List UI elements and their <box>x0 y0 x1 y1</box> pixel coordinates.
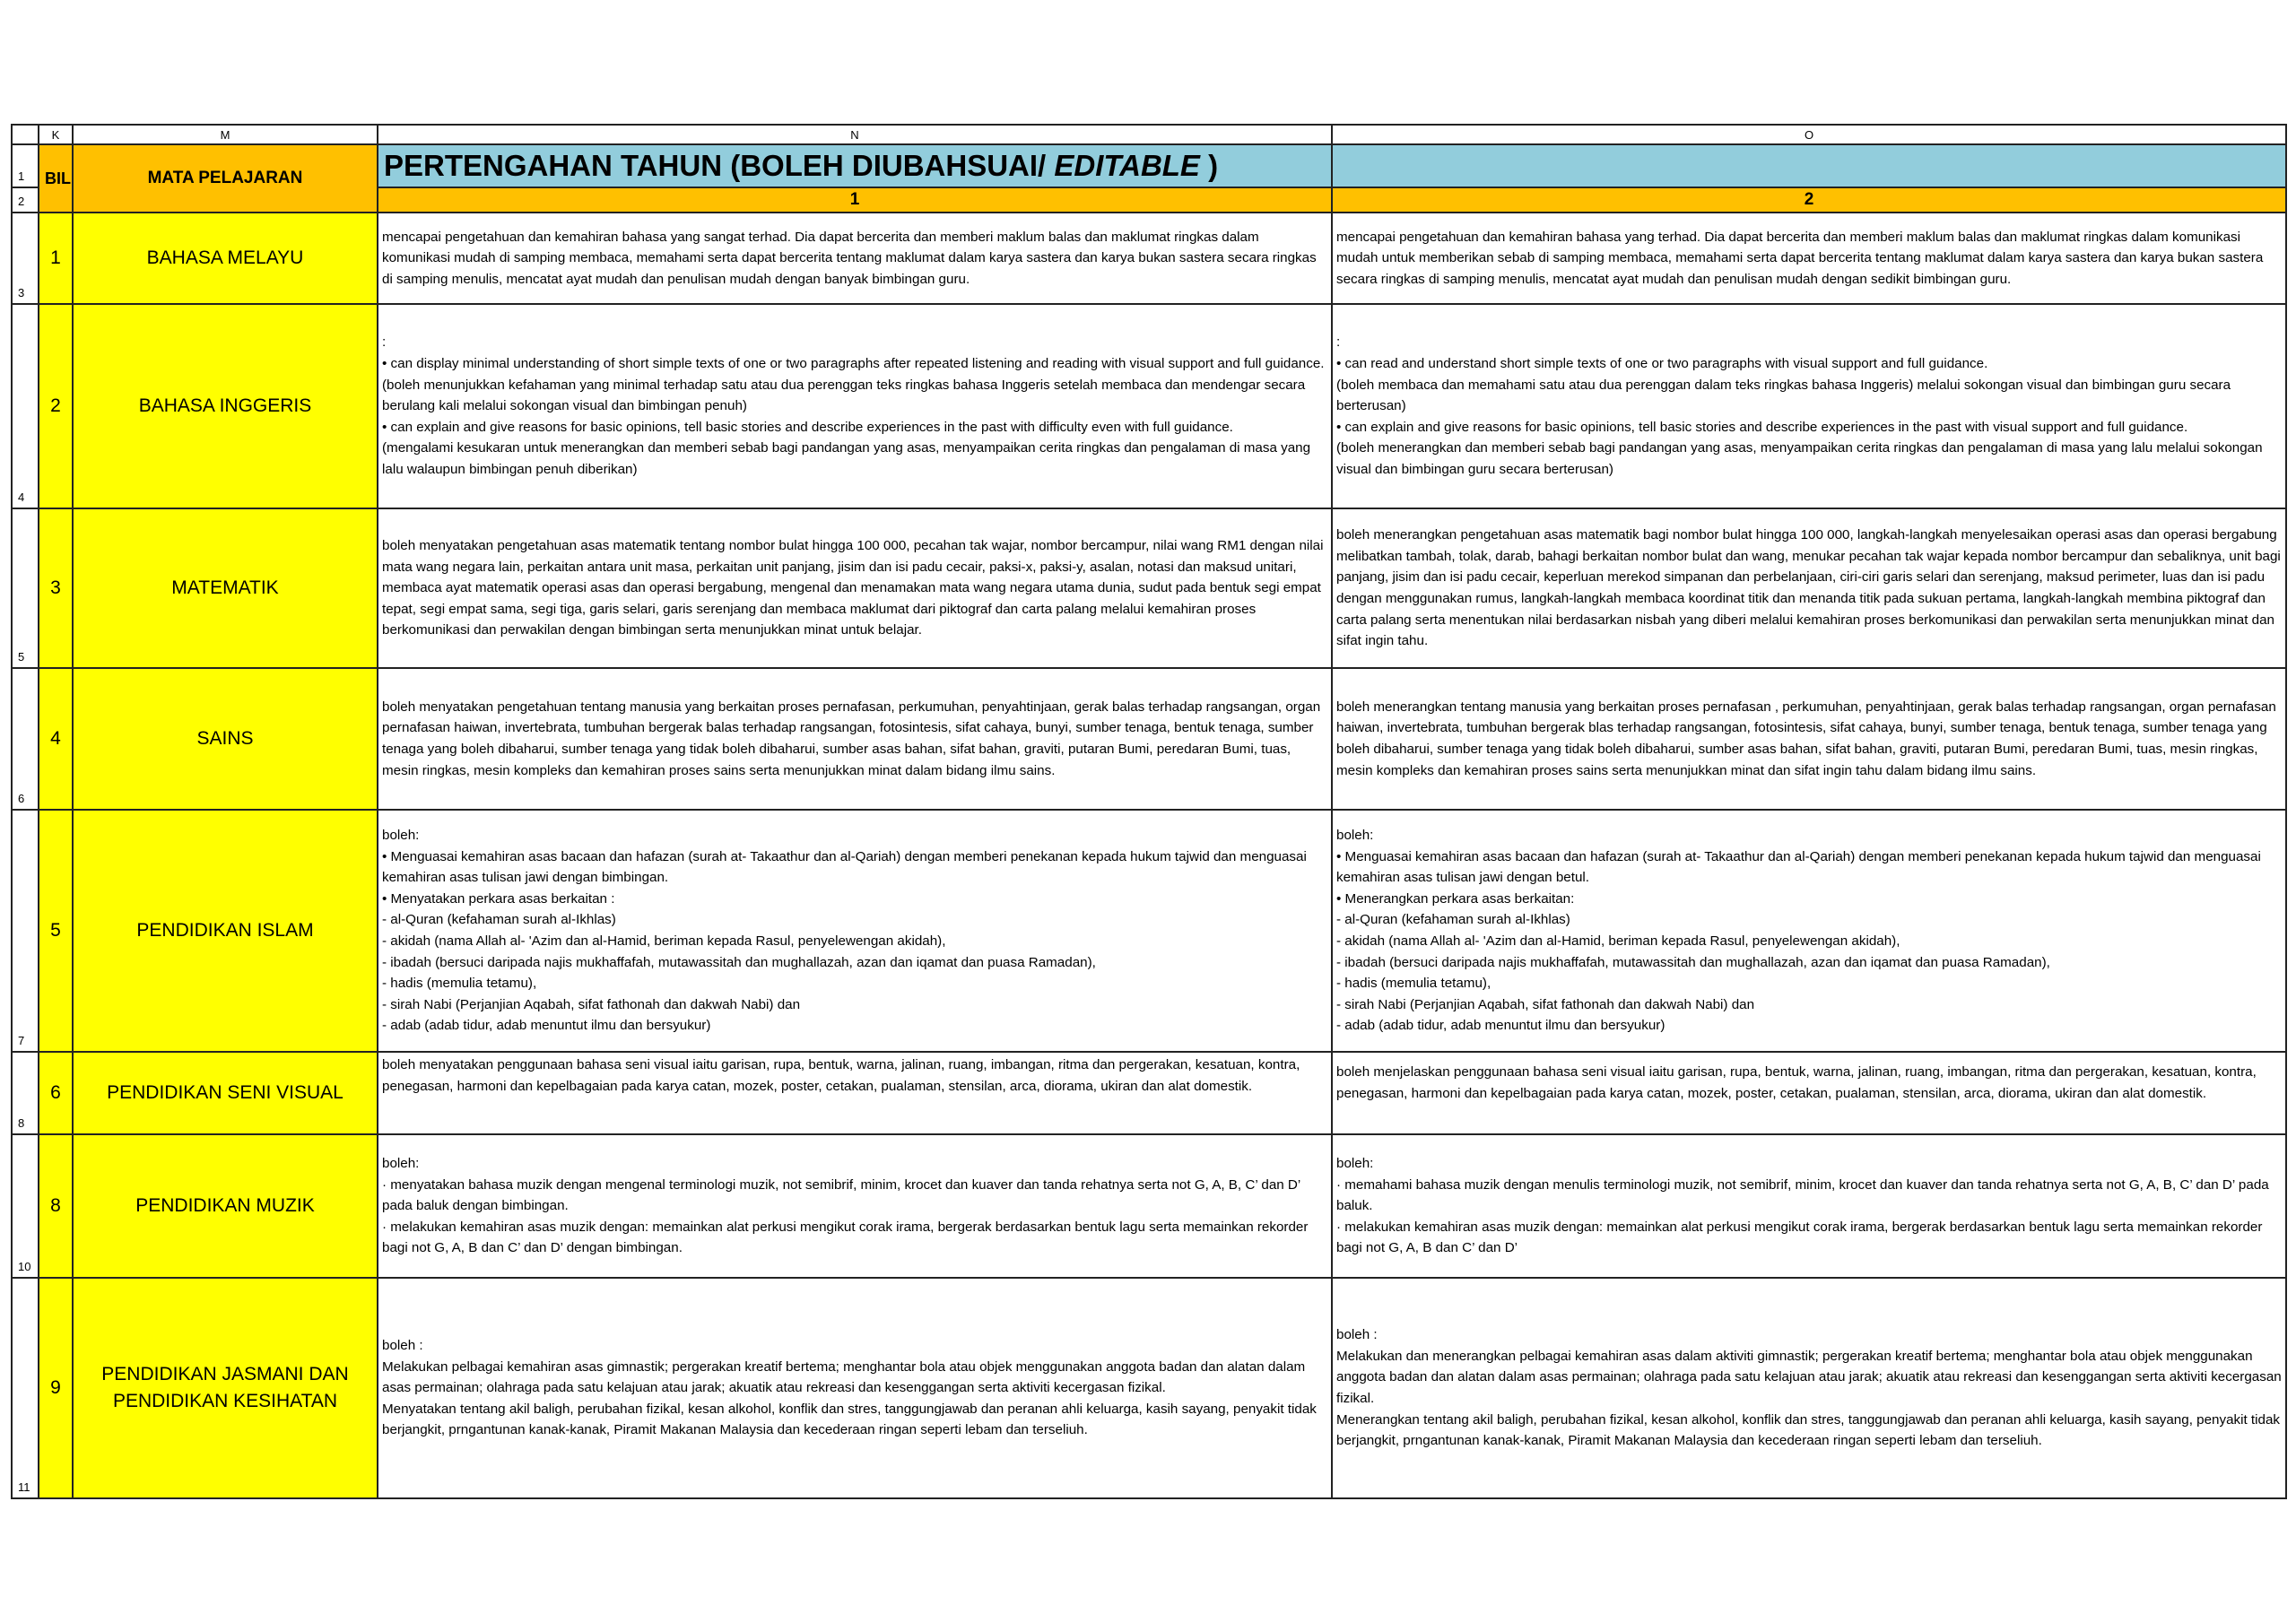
row-number[interactable]: 2 <box>12 187 39 213</box>
row-number[interactable]: 4 <box>12 304 39 508</box>
row-number[interactable]: 7 <box>12 810 39 1052</box>
subject-cell[interactable]: PENDIDIKAN MUZIK <box>73 1134 378 1278</box>
row-number[interactable]: 6 <box>12 668 39 810</box>
row-number[interactable]: 10 <box>12 1134 39 1278</box>
bil-cell[interactable]: 2 <box>39 304 73 508</box>
bil-cell[interactable]: 1 <box>39 213 73 304</box>
bil-cell[interactable]: 5 <box>39 810 73 1052</box>
table-row <box>12 668 2286 810</box>
bil-cell[interactable]: 6 <box>39 1052 73 1134</box>
title-cell-empty[interactable] <box>1332 144 2286 187</box>
column-header-k[interactable]: K <box>39 125 73 144</box>
select-all-corner[interactable] <box>12 125 39 144</box>
row-number[interactable]: 11 <box>12 1278 39 1498</box>
bil-header[interactable]: BIL <box>39 144 73 213</box>
title-main: PERTENGAHAN TAHUN (BOLEH DIUBAHSUAI/ <box>384 149 1055 182</box>
assessment-table <box>11 124 2287 1499</box>
level-2-cell[interactable]: boleh menerangkan pengetahuan asas matematik bagi nombor bulat hingga 100 000, langkah-langkah menyelesaikan operasi asas dan operasi bergabung melibatkan tambah, tolak, darab, bahagi berkaitan nombor bulat dan wang, menukar pecahan tak wajar kepada nombor bercampur dan sebaliknya, unit bagi panjang, jisim dan isi padu cecair, keperluan merekod simpanan dan perbelanjaan, ciri-ciri garis selari dan serenjang, maksud perimeter, luas dan isi padu dengan menggunakan rumus, langkah-langkah membaca koordinat titik dan menanda titik pada sukuan pertama, langkah-langkah membina piktograf dan carta palang serta menentukan nilai berdasarkan nisbah yang diberi melalui kemahiran proses berkomunikasi dan perwakilan serta menunjukkan minat dan sifat ingin tahu. <box>1332 508 2286 668</box>
level-1-cell[interactable]: boleh: · menyatakan bahasa muzik dengan mengenal terminologi muzik, not semibrif, minim, krocet dan kuaver dan tanda rehatnya serta not G, A, B, C’ dan D’ pada baluk dengan bimbingan. · melakukan kemahiran asas muzik dengan: memainkan alat perkusi mengikut corak irama, bergerak berdasarkan bentuk lagu serta memainkan rekorder bagi not G, A, B dan C’ dan D’ dengan bimbingan. <box>378 1134 1332 1278</box>
level-1-header[interactable]: 1 <box>378 187 1332 213</box>
row-number[interactable]: 3 <box>12 213 39 304</box>
title-italic: EDITABLE <box>1054 149 1200 182</box>
header-row-1 <box>12 144 2286 187</box>
level-1-cell[interactable]: boleh: • Menguasai kemahiran asas bacaan dan hafazan (surah at- Takaathur dan al-Qariah) dengan memberi penekanan kepada hukum tajwid dan menguasai kemahiran asas tulisan jawi dengan bimbingan. • Menyatakan perkara asas berkaitan : - al-Quran (kefahaman surah al-Ikhlas) - akidah (nama Allah al- 'Azim dan al-Hamid, beriman kepada Rasul, penyelewengan akidah), - ibadah (bersuci daripada najis mukhaffafah, mutawassitah dan mughallazah, azan dan iqamat dan puasa Ramadan), - hadis (memulia tetamu), - sirah Nabi (Perjanjian Aqabah, sifat fathonah dan dakwah Nabi) dan - adab (adab tidur, adab menuntut ilmu dan bersyukur) <box>378 810 1332 1052</box>
level-2-cell[interactable]: boleh menjelaskan penggunaan bahasa seni visual iaitu garisan, rupa, bentuk, warna, jalinan, ruang, imbangan, ritma dan pergerakan, kesatuan, kontra, penegasan, harmoni dan kepelbagaian pada karya catan, mozek, poster, cetakan, pualaman, stensilan, arca, diorama, ukiran dan alat domestik. <box>1332 1052 2286 1134</box>
level-2-header[interactable]: 2 <box>1332 187 2286 213</box>
title-end: ) <box>1199 149 1219 182</box>
subject-cell[interactable]: PENDIDIKAN ISLAM <box>73 810 378 1052</box>
table-row <box>12 1134 2286 1278</box>
bil-cell[interactable]: 3 <box>39 508 73 668</box>
spreadsheet <box>11 124 2285 1499</box>
row-number[interactable]: 8 <box>12 1052 39 1134</box>
subject-cell[interactable]: PENDIDIKAN SENI VISUAL <box>73 1052 378 1134</box>
bil-cell[interactable]: 8 <box>39 1134 73 1278</box>
level-1-cell[interactable]: boleh menyatakan pengetahuan tentang manusia yang berkaitan proses pernafasan, perkumuhan, penyahtinjaan, gerak balas terhadap rangsangan, organ pernafasan haiwan, invertebrata, tumbuhan bergerak balas terhadap rangsangan, fotosintesis, sifat cahaya, bunyi, sumber tenaga, bentuk tenaga, sumber tenaga yang boleh dibaharui, sumber tenaga yang tidak boleh dibaharui, sumber asas bahan, sifat bahan, graviti, putaran Bumi, peredaran Bumi, tuas, mesin ringkas, mesin kompleks dan kemahiran proses sains serta menunjukkan minat dalam bidang ilmu sains. <box>378 668 1332 810</box>
table-row <box>12 304 2286 508</box>
level-2-cell[interactable]: mencapai pengetahuan dan kemahiran bahasa yang terhad. Dia dapat bercerita dan memberi maklum balas dan maklumat ringkas dalam komunikasi mudah untuk memberikan sebab di samping membaca, memahami serta dapat bercerita tentang maklumat dalam karya sastera dan karya bukan sastera secara ringkas di samping menulis, mencatat ayat mudah dan penulisan mudah dengan sedikit bimbingan guru. <box>1332 213 2286 304</box>
level-1-cell[interactable]: boleh menyatakan pengetahuan asas matematik tentang nombor bulat hingga 100 000, pecahan tak wajar, nombor bercampur, nilai wang RM1 dengan nilai mata wang negara lain, perkaitan antara unit masa, perkaitan unit panjang, jisim dan isi padu cecair, paksi-x, paksi-y, asalan, notasi dan maksud unitari, membaca ayat matematik operasi asas dan operasi bergabung, mengenal dan menamakan mata wang negara utama dunia, sudut pada bentuk segi empat tepat, segi empat sama, segi tiga, garis selari, garis serenjang dan membaca maklumat dari piktograf dan carta palang melalui kemahiran proses berkomunikasi dan perwakilan dengan bimbingan serta menunjukkan minat untuk belajar. <box>378 508 1332 668</box>
level-1-cell[interactable]: mencapai pengetahuan dan kemahiran bahasa yang sangat terhad. Dia dapat bercerita dan memberi maklum balas dan maklumat ringkas dalam komunikasi mudah di samping membaca, memahami serta dapat bercerita tentang maklumat dalam karya sastera dan karya bukan sastera secara ringkas di samping menulis, mencatat ayat mudah dan penulisan mudah dengan banyak bimbingan guru. <box>378 213 1332 304</box>
level-1-cell[interactable]: boleh : Melakukan pelbagai kemahiran asas gimnastik; pergerakan kreatif bertema; menghantar bola atau objek menggunakan anggota badan dan alatan dalam asas permainan; olahraga pada satu kelajuan atau jarak; akuatik atau rekreasi dan kesenggangan serta aktiviti kecergasan fizikal. Menyatakan tentang akil baligh, perubahan fizikal, kesan alkohol, konflik dan stres, tanggungjawab dan peranan ahli keluarga, kasih sayang, penyakit tidak berjangkit, prngantunan kanak-kanak, Piramit Makanan Malaysia dan kecederaan ringan seperti lebam dan terseliuh. <box>378 1278 1332 1498</box>
table-row <box>12 508 2286 668</box>
subject-cell[interactable]: SAINS <box>73 668 378 810</box>
bil-cell[interactable]: 4 <box>39 668 73 810</box>
subject-cell[interactable]: MATEMATIK <box>73 508 378 668</box>
table-row <box>12 213 2286 304</box>
level-1-cell[interactable]: boleh menyatakan penggunaan bahasa seni visual iaitu garisan, rupa, bentuk, warna, jalinan, ruang, imbangan, ritma dan pergerakan, kesatuan, kontra, penegasan, harmoni dan kepelbagaian pada karya catan, mozek, poster, cetakan, pualaman, stensilan, arca, diorama, ukiran dan alat domestik. <box>378 1052 1332 1134</box>
subject-cell[interactable]: PENDIDIKAN JASMANI DAN PENDIDIKAN KESIHATAN <box>73 1278 378 1498</box>
table-row <box>12 810 2286 1052</box>
level-2-cell[interactable]: boleh menerangkan tentang manusia yang berkaitan proses pernafasan , perkumuhan, penyahtinjaan, gerak balas terhadap rangsangan, organ pernafasan haiwan, invertebrata, tumbuhan bergerak blas terhadap rangsangan, fotosintesis, sifat cahaya, bunyi, sumber tenaga, bentuk tenaga, sumber tenaga yang boleh dibaharui, sumber tenaga yang tidak boleh dibaharui, sumber asas bahan, sifat bahan, graviti, putaran Bumi, peredaran Bumi, tuas, mesin ringkas, mesin kompleks dan kemahiran proses sains serta menunjukkan minat dan sifat ingin tahu dalam bidang ilmu sains. <box>1332 668 2286 810</box>
subject-cell[interactable]: BAHASA MELAYU <box>73 213 378 304</box>
page-title[interactable] <box>378 144 1332 187</box>
subject-header[interactable]: MATA PELAJARAN <box>73 144 378 213</box>
level-1-cell[interactable]: : • can display minimal understanding of short simple texts of one or two paragraphs after repeated listening and reading with visual support and full guidance. (boleh menunjukkan kefahaman yang minimal terhadap satu atau dua perenggan teks ringkas bahasa Inggeris setelah membaca dan mendengar secara berulang kali melalui sokongan visual dan bimbingan penuh) • can explain and give reasons for basic opinions, tell basic stories and describe experiences in the past with difficulty even with full guidance. (mengalami kesukaran untuk menerangkan dan memberi sebab bagi pandangan yang asas, menyampaikan cerita ringkas dan pengalaman di masa yang lalu walaupun bimbingan penuh diberikan) <box>378 304 1332 508</box>
table-row <box>12 1052 2286 1134</box>
subject-cell[interactable]: BAHASA INGGERIS <box>73 304 378 508</box>
column-header-n[interactable]: N <box>378 125 1332 144</box>
column-header-o[interactable]: O <box>1332 125 2286 144</box>
level-2-cell[interactable]: boleh : Melakukan dan menerangkan pelbagai kemahiran asas dalam aktiviti gimnastik; pergerakan kreatif bertema; menghantar bola atau objek menggunakan anggota badan dan alatan dalam asas permainan; olahraga pada satu kelajuan atau jarak; akuatik atau rekreasi dan kesenggangan serta aktiviti kecergasan fizikal. Menerangkan tentang akil baligh, perubahan fizikal, kesan alkohol, konflik dan stres, tanggungjawab dan peranan ahli keluarga, kasih sayang, penyakit tidak berjangkit, prngantunan kanak-kanak, Piramit Makanan Malaysia dan kecederaan ringan seperti lebam dan terseliuh. <box>1332 1278 2286 1498</box>
level-2-cell[interactable]: boleh: • Menguasai kemahiran asas bacaan dan hafazan (surah at- Takaathur dan al-Qariah) dengan memberi penekanan kepada hukum tajwid dan menguasai kemahiran asas tulisan jawi dengan betul. • Menerangkan perkara asas berkaitan: - al-Quran (kefahaman surah al-Ikhlas) - akidah (nama Allah al- 'Azim dan al-Hamid, beriman kepada Rasul, penyelewengan akidah), - ibadah (bersuci daripada najis mukhaffafah, mutawassitah dan mughallazah, azan dan iqamat dan puasa Ramadan), - hadis (memulia tetamu), - sirah Nabi (Perjanjian Aqabah, sifat fathonah dan dakwah Nabi) dan - adab (adab tidur, adab menuntut ilmu dan bersyukur) <box>1332 810 2286 1052</box>
table-row <box>12 1278 2286 1498</box>
column-header-row <box>12 125 2286 144</box>
level-2-cell[interactable]: boleh: · memahami bahasa muzik dengan menulis terminologi muzik, not semibrif, minim, krocet dan kuaver dan tanda rehatnya serta not G, A, B, C’ dan D’ pada baluk. · melakukan kemahiran asas muzik dengan: memainkan alat perkusi mengikut corak irama, bergerak berdasarkan bentuk lagu serta memainkan rekorder bagi not G, A, B dan C’ dan D’ <box>1332 1134 2286 1278</box>
row-number[interactable]: 1 <box>12 144 39 187</box>
bil-cell[interactable]: 9 <box>39 1278 73 1498</box>
level-2-cell[interactable]: : • can read and understand short simple texts of one or two paragraphs with visual support and full guidance. (boleh membaca dan memahami satu atau dua perenggan dalam teks ringkas bahasa Inggeris) melalui sokongan visual dan bimbingan guru secara berterusan) • can explain and give reasons for basic opinions, tell basic stories and describe experiences in the past with visual support and full guidance. (boleh menerangkan dan memberi sebab bagi pandangan yang asas, menyampaikan cerita ringkas dan pengalaman di masa yang lalu melalui sokongan visual dan bimbingan guru secara berterusan) <box>1332 304 2286 508</box>
column-header-m[interactable]: M <box>73 125 378 144</box>
row-number[interactable]: 5 <box>12 508 39 668</box>
